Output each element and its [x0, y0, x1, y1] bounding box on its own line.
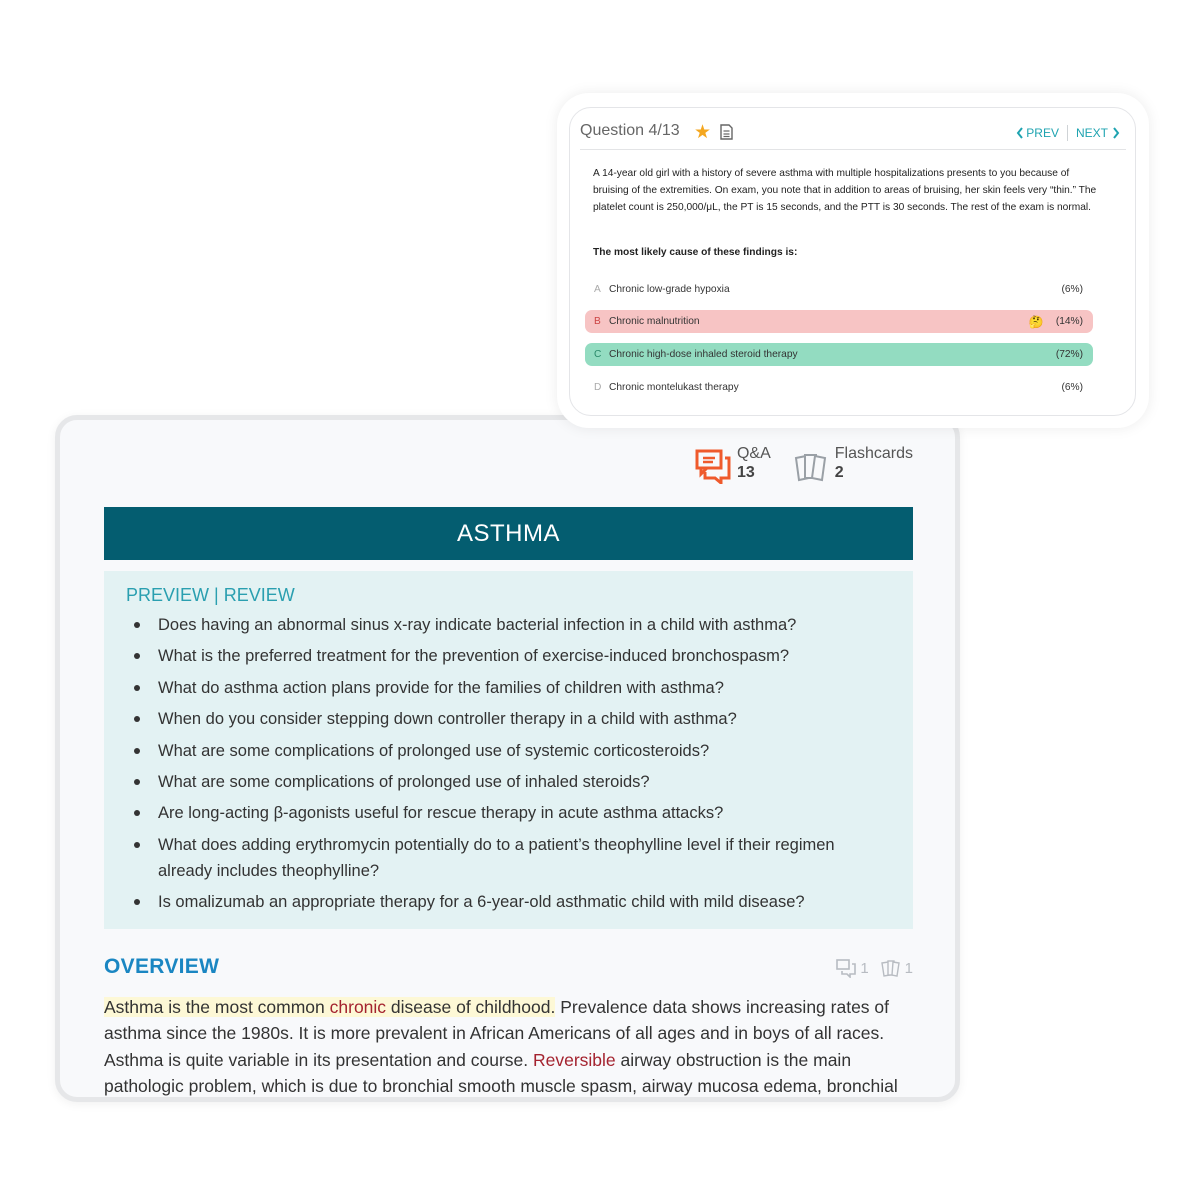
flashcards-icon	[881, 958, 901, 978]
prev-button[interactable]	[1016, 126, 1059, 140]
preview-question[interactable]: What are some complications of prolonged use of inhaled steroids?	[126, 769, 891, 795]
option-text: Chronic high-dose inhaled steroid therapy	[609, 349, 798, 360]
flashcards-icon	[793, 448, 829, 484]
option-letter: B	[594, 316, 601, 327]
document-icon[interactable]	[720, 124, 733, 140]
text-segment: airway obstruction is the main pathologic problem, which is due to bronchial smooth muscle spasm, airway mucosa edema, bronchial	[104, 1049, 898, 1097]
option-letter: C	[594, 349, 602, 360]
prev-label: PREV	[1026, 126, 1059, 140]
thinking-face-icon: 🤔	[1028, 314, 1044, 329]
preview-question[interactable]: What is the preferred treatment for the prevention of exercise-induced bronchospasm?	[126, 643, 891, 669]
flashcards-counter[interactable]	[793, 444, 913, 484]
overview-heading: OVERVIEW	[104, 955, 220, 978]
flashcards-label: Flashcards	[834, 445, 913, 462]
topic-title: ASTHMA	[104, 507, 913, 560]
overview-flashcards-counter[interactable]	[881, 958, 913, 978]
star-icon[interactable]: ★	[694, 122, 712, 143]
overview-qa-counter[interactable]	[836, 958, 868, 978]
option-text: Chronic malnutrition	[609, 316, 700, 327]
chevron-left-icon	[1016, 127, 1024, 139]
question-header	[580, 122, 1126, 150]
qa-counter[interactable]	[695, 444, 771, 484]
preview-question[interactable]: Are long-acting β-agonists useful for rescue therapy in acute asthma attacks?	[126, 800, 891, 826]
preview-question[interactable]: Does having an abnormal sinus x-ray indicate bacterial infection in a child with asthma?	[126, 612, 891, 638]
overview-counters	[836, 958, 913, 978]
next-label: NEXT	[1075, 126, 1108, 140]
qa-label: Q&A	[736, 445, 771, 462]
keyword-chronic[interactable]: chronic	[329, 997, 387, 1017]
text-segment: Asthma is the most common	[104, 997, 330, 1017]
text-segment: disease of childhood.	[386, 997, 556, 1017]
answer-option-c[interactable]	[585, 343, 1093, 366]
question-stem: A 14-year old girl with a history of severe asthma with multiple hospitalizations presents to you because of bruising of the extremities. On exam, you note that in addition to areas of bruising, her skin feels very “thin.” The platelet count is 250,000/μL, the PT is 15 seconds, and the PTT is 30 seconds. The rest of the exam is normal.	[593, 168, 1097, 214]
highlighted-text	[104, 997, 555, 1017]
answer-option-a[interactable]	[585, 278, 1093, 301]
preview-question[interactable]: What are some complications of prolonged use of systemic corticosteroids?	[126, 738, 891, 764]
preview-question[interactable]: Is omalizumab an appropriate therapy for a 6-year-old asthmatic child with mild disease?	[126, 889, 891, 915]
answer-option-b[interactable]	[585, 310, 1093, 333]
keyword-reversible[interactable]: Reversible	[532, 1049, 616, 1070]
preview-question[interactable]: What does adding erythromycin potentially do to a patient’s theophylline level if their regimen already includes theophylline?	[126, 832, 891, 884]
question-nav	[1016, 125, 1120, 141]
preview-question[interactable]: When do you consider stepping down controller therapy in a child with asthma?	[126, 706, 891, 732]
option-letter: D	[594, 382, 602, 393]
flashcards-count: 2	[834, 464, 844, 481]
option-text: Chronic montelukast therapy	[609, 382, 739, 393]
preview-review-heading[interactable]: PREVIEW | REVIEW	[126, 585, 295, 605]
next-button[interactable]	[1076, 126, 1120, 140]
preview-question-list	[126, 612, 891, 915]
chat-icon	[836, 958, 856, 978]
answer-option-d[interactable]	[585, 376, 1093, 399]
topic-card	[55, 415, 960, 1102]
qa-count: 13	[736, 464, 755, 481]
option-percent: (6%)	[1061, 284, 1083, 295]
question-prompt: The most likely cause of these findings is:	[593, 247, 798, 258]
overview-flashcards-count: 1	[904, 959, 913, 977]
qa-chat-icon	[695, 448, 731, 484]
topic-counters	[695, 444, 913, 484]
nav-divider	[1067, 125, 1068, 141]
overview-qa-count: 1	[860, 959, 869, 977]
question-number: Question 4/13	[580, 122, 680, 139]
overview-text	[104, 994, 919, 1100]
option-percent: (72%)	[1055, 349, 1083, 360]
option-percent: (6%)	[1061, 382, 1083, 393]
option-letter: A	[594, 284, 601, 295]
option-percent: (14%)	[1055, 316, 1083, 327]
preview-review-box	[104, 571, 913, 929]
option-text: Chronic low-grade hypoxia	[609, 284, 730, 295]
chevron-right-icon	[1110, 127, 1120, 139]
question-card	[569, 107, 1136, 416]
preview-question[interactable]: What do asthma action plans provide for the families of children with asthma?	[126, 675, 891, 701]
text-segment: Prevalence data shows increasing rates of asthma since the 1980s. It is more prevalent in African Americans of all ages and in boys of all races. Asthma is quite variable in its presentation and course.	[104, 997, 890, 1070]
